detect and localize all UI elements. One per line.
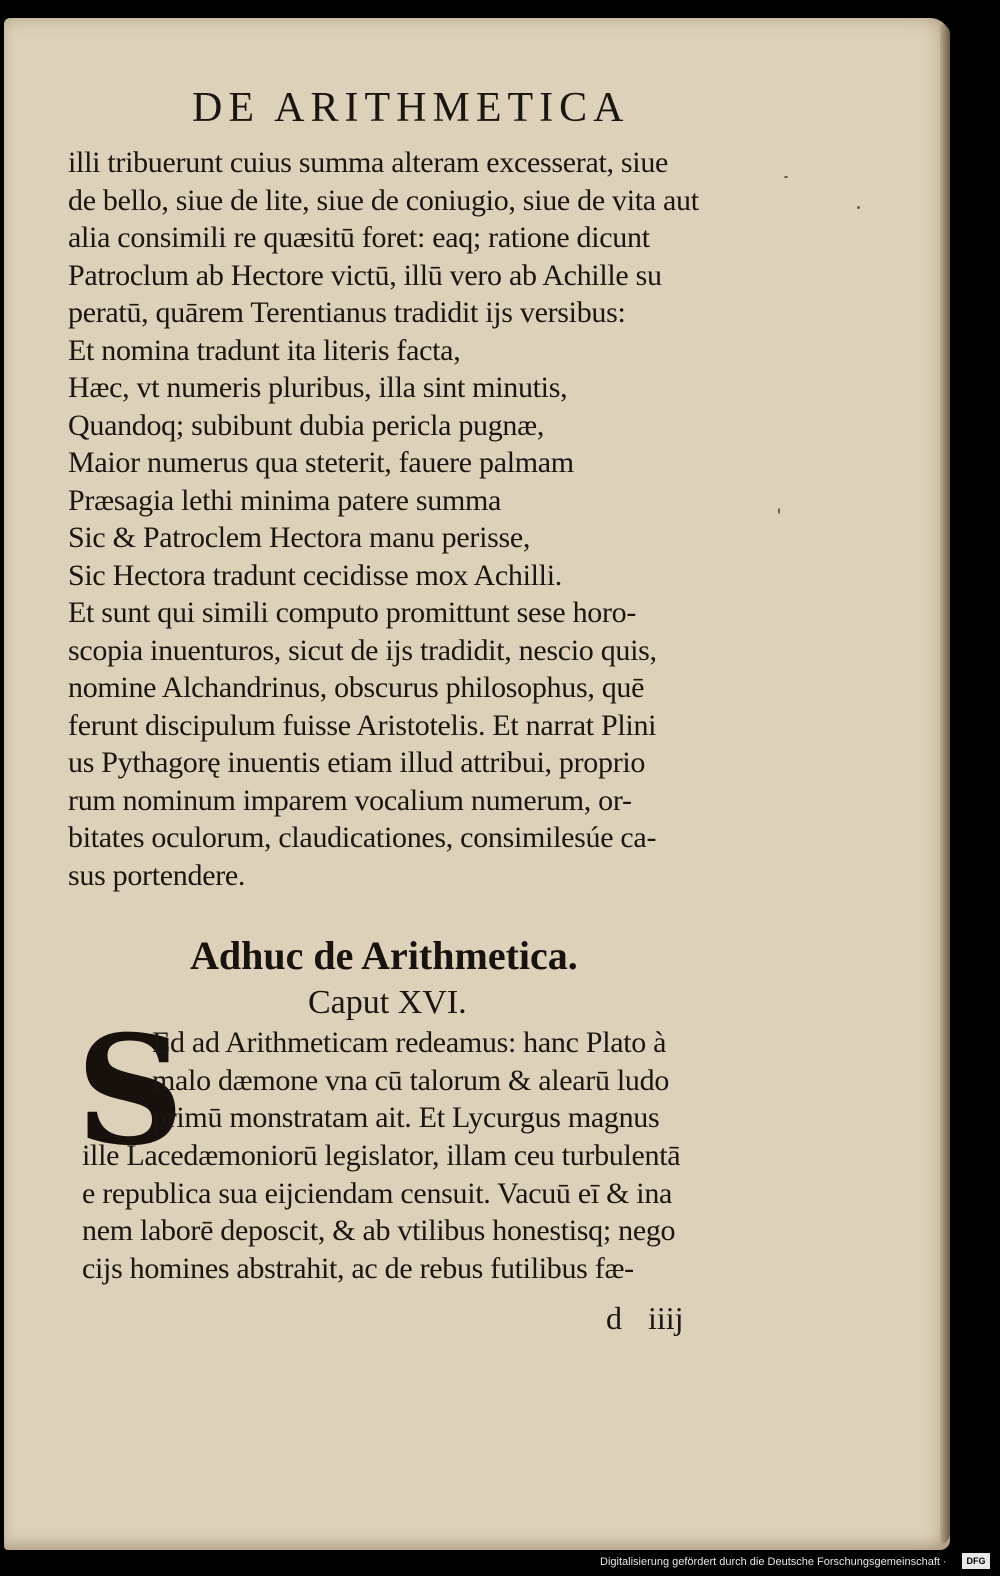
chapter-text-full xyxy=(82,1137,812,1287)
text-line: e republica sua eijciendam censuit. Vacuū eī & ina xyxy=(82,1176,673,1210)
paper-speck xyxy=(784,176,788,178)
text-line: Ed ad Arithmeticam redeamus: hanc Plato à xyxy=(152,1026,667,1059)
text-line: ferunt discipulum fuisse Aristotelis. Et narrat Plini xyxy=(68,708,657,742)
verse-line: Maior numerus qua steterit, fauere palmam xyxy=(68,446,574,479)
signature-mark: d iiij xyxy=(606,1300,684,1336)
digitization-credit: Digitalisierung gefördert durch die Deutsche Forschungsgemeinschaft · xyxy=(600,1556,947,1568)
paper-speck xyxy=(857,206,860,209)
text-line: scopia inuenturos, sicut de ijs tradidit, nescio quis, xyxy=(68,633,657,667)
chapter-heading: Caput XVI. xyxy=(308,984,467,1021)
text-line: illi tribuerunt cuius summa alteram excesserat, siue xyxy=(68,146,669,179)
text-line: primū monstratam ait. Et Lycurgus magnus xyxy=(152,1101,660,1134)
verse-line: Præsagia lethi minima patere summa xyxy=(68,483,502,517)
text-line: sus portendere. xyxy=(68,858,246,892)
text-line: Et sunt qui simili computo promittunt sese horo- xyxy=(68,596,637,629)
main-text-block xyxy=(68,144,808,894)
text-line: us Pythagorę inuentis etiam illud attribui, proprio xyxy=(68,746,646,779)
verse-line: Et nomina tradunt ita literis facta, xyxy=(68,333,461,367)
text-line: Patroclum ab Hectore victū, illū vero ab Achille su xyxy=(68,258,662,292)
page-edge xyxy=(940,24,950,1544)
text-line: ille Lacedæmoniorū legislator, illam ceu turbulentā xyxy=(82,1139,681,1172)
text-line: nomine Alchandrinus, obscurus philosophus, quē xyxy=(68,671,645,704)
text-line: malo dæmone vna cū talorum & alearū ludo xyxy=(152,1063,670,1097)
chapter-text-indented xyxy=(152,1024,812,1137)
verse-line: Sic & Patroclem Hectora manu perisse, xyxy=(68,521,531,554)
verse-line: Sic Hectora tradunt cecidisse mox Achilli. xyxy=(68,558,562,592)
drop-cap: S xyxy=(76,1003,185,1179)
verse-line: Hæc, vt numeris pluribus, illa sint minutis, xyxy=(68,371,568,404)
text-line: alia consimili re quæsitū foret: eaq; ratione dicunt xyxy=(68,221,650,254)
text-line: de bello, siue de lite, siue de coniugio, siue de vita aut xyxy=(68,183,699,217)
text-line: bitates oculorum, claudicationes, consimilesúe ca- xyxy=(68,821,657,854)
paper-speck xyxy=(778,508,780,514)
text-line: rum nominum imparem vocalium numerum, or- xyxy=(68,783,632,817)
dfg-logo: DFG xyxy=(962,1553,990,1569)
text-line: peratū, quārem Terentianus tradidit ijs versibus: xyxy=(68,296,626,329)
text-line: nem laborē deposcit, & ab vtilibus honestisq; nego xyxy=(82,1214,676,1247)
verse-line: Quandoq; subibunt dubia pericla pugnæ, xyxy=(68,408,545,442)
section-title: Adhuc de Arithmetica. xyxy=(190,933,578,978)
running-header: DE ARITHMETICA xyxy=(192,85,630,131)
text-line: cijs homines abstrahit, ac de rebus futilibus fæ- xyxy=(82,1251,634,1285)
